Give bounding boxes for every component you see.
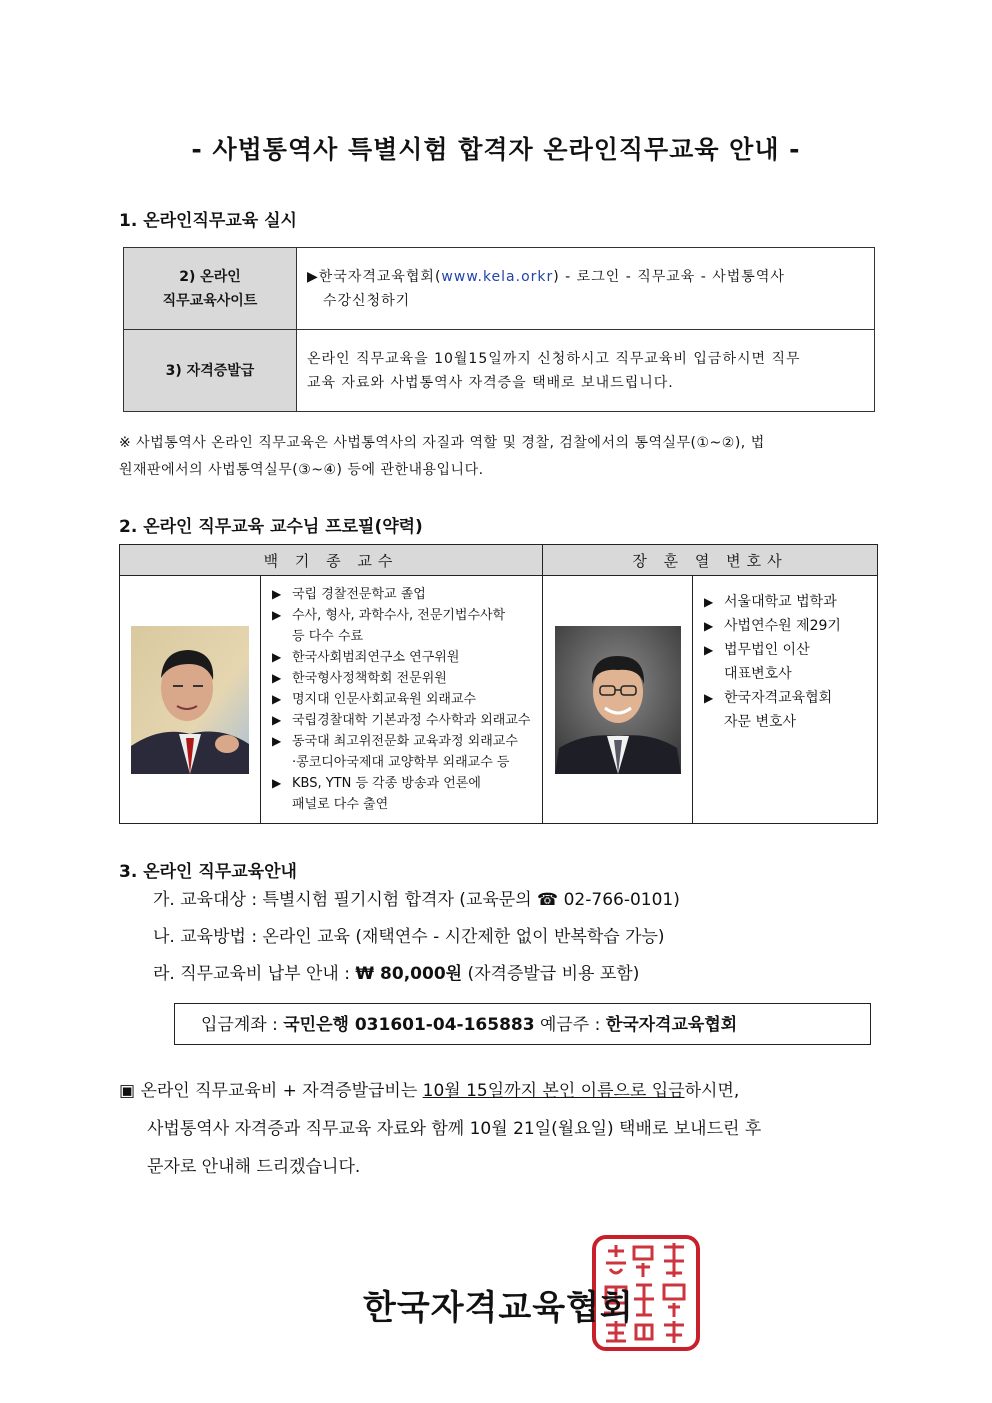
lawyer-career-item	[704, 638, 876, 686]
career-text: 법무법인 이산	[724, 642, 810, 658]
lawyer-career-cell	[693, 576, 878, 824]
career-text: 한국사회범죄연구소 연구위원	[292, 650, 460, 665]
section1-heading: 1. 온라인직무교육 실시	[119, 211, 297, 231]
lawyer-header: 장 훈 열 변호사	[543, 545, 878, 576]
account-holder-label: 예금주 :	[534, 1015, 606, 1035]
course-note	[119, 430, 877, 484]
document-title: - 사법통역사 특별시험 합격자 온라인직무교육 안내 -	[191, 135, 801, 164]
professor-career-item	[272, 773, 541, 815]
career-subtext: 등 다수 수료	[292, 629, 364, 644]
lawyer-career-list	[694, 590, 876, 734]
bullet-triangle-icon: ▶	[704, 691, 714, 705]
bullet-triangle-icon: ▶	[704, 619, 714, 633]
section2-heading: 2. 온라인 직무교육 교수님 프로필(약력)	[119, 517, 423, 537]
lawyer-career-item	[704, 614, 876, 638]
professor-photo	[131, 626, 249, 774]
instructor-profile-table	[119, 544, 878, 824]
bullet-triangle-icon: ▶	[704, 595, 714, 609]
certificate-row	[124, 330, 875, 412]
section3-heading: 3. 온라인 직무교육안내	[119, 862, 297, 882]
professor-career-item	[272, 710, 541, 731]
professor-header: 백 기 종 교수	[120, 545, 543, 576]
certificate-value-line1: 온라인 직무교육을 10월15일까지 신청하시고 직무교육비 입금하시면 직무	[307, 350, 801, 367]
career-text: KBS, YTN 등 각종 방송과 언론에	[292, 776, 481, 791]
site-value-line2: 수강신청하기	[323, 292, 411, 309]
professor-career-item	[272, 584, 541, 605]
certificate-label: 3) 자격증발급	[124, 330, 297, 412]
lawyer-career-item	[704, 686, 876, 734]
certificate-value-line2: 교육 자료와 사법통역사 자격증을 택배로 보내드립니다.	[307, 374, 674, 391]
professor-career-item	[272, 731, 541, 773]
career-subtext: 대표변호사	[724, 666, 792, 682]
career-text: 국립 경찰전문학교 졸업	[292, 587, 426, 602]
note-line2: 원재판에서의 사법통역실무(③~④) 등에 관한내용입니다.	[119, 462, 484, 478]
lawyer-photo-cell	[543, 576, 693, 824]
career-text: 동국대 최고위전문화 교육과정 외래교수	[292, 734, 518, 749]
site-value-prefix: ▶한국자격교육협회(	[307, 268, 442, 285]
professor-career-item	[272, 668, 541, 689]
career-text: 수사, 형사, 과학수사, 전문기법수사학	[292, 608, 506, 623]
fee-amount: ₩ 80,000원	[355, 964, 463, 984]
professor-career-item	[272, 605, 541, 647]
education-info-table	[123, 247, 875, 412]
education-target: 가. 교육대상 : 특별시험 필기시험 합격자 (교육문의 ☎ 02-766-0101)	[153, 890, 680, 910]
organization-name: 한국자격교육협회	[363, 1288, 634, 1328]
career-subtext: ·콩코디아국제대 교양학부 외래교수 등	[292, 755, 510, 770]
site-value	[297, 248, 875, 330]
professor-career-item	[272, 689, 541, 710]
notice-line1	[119, 1072, 879, 1110]
bank-label: 입금계좌 :	[201, 1015, 284, 1035]
certificate-value	[297, 330, 875, 412]
notice-line1-prefix: ▣ 온라인 직무교육비 + 자격증발급비는	[119, 1081, 423, 1101]
fee-label: 라. 직무교육비 납부 안내 :	[153, 964, 356, 984]
career-text: 한국자격교육협회	[724, 690, 833, 706]
bank-account-box	[174, 1003, 871, 1045]
site-label-line2: 직무교육사이트	[162, 292, 258, 309]
lawyer-career-item	[704, 590, 876, 614]
note-line1: ※ 사법통역사 온라인 직무교육은 사법통역사의 자질과 역할 및 경찰, 검찰에서의 통역실무(①~②), 법	[119, 435, 765, 451]
notice-line2: 사법통역사 자격증과 직무교육 자료와 함께 10월 21일(월요일) 택배로 보내드린 후	[147, 1119, 762, 1139]
bullet-triangle-icon: ▶	[272, 650, 282, 664]
professor-career-item	[272, 647, 541, 668]
bullet-triangle-icon: ▶	[272, 776, 282, 790]
professor-career-cell	[261, 576, 543, 824]
professor-photo-cell	[120, 576, 261, 824]
site-row	[124, 248, 875, 330]
kela-link[interactable]: www.kela.orkr	[441, 268, 554, 285]
career-text: 명지대 인문사회교육원 외래교수	[292, 692, 477, 707]
notice-deadline: 10월 15일까지 본인 이름으로 입금	[422, 1081, 685, 1101]
site-label	[124, 248, 297, 330]
lawyer-photo	[555, 626, 681, 774]
education-method: 나. 교육방법 : 온라인 교육 (재택연수 - 시간제한 없이 반복학습 가능)	[153, 927, 665, 947]
bullet-triangle-icon: ▶	[272, 692, 282, 706]
fee-note: (자격증발급 비용 포함)	[462, 964, 640, 984]
professor-career-list	[262, 584, 541, 815]
bullet-triangle-icon: ▶	[272, 671, 282, 685]
bullet-triangle-icon: ▶	[272, 734, 282, 748]
bullet-triangle-icon: ▶	[272, 713, 282, 727]
payment-notice	[119, 1072, 879, 1186]
bullet-triangle-icon: ▶	[272, 608, 282, 622]
bullet-triangle-icon: ▶	[704, 643, 714, 657]
notice-line3: 문자로 안내해 드리겠습니다.	[147, 1157, 361, 1177]
education-fee	[153, 956, 639, 993]
career-text: 서울대학교 법학과	[724, 594, 837, 610]
career-text: 사법연수원 제29기	[724, 618, 841, 634]
career-text: 국립경찰대학 기본과정 수사학과 외래교수	[292, 713, 531, 728]
career-subtext: 패널로 다수 출연	[292, 797, 389, 812]
account-holder: 한국자격교육협회	[605, 1015, 738, 1035]
career-subtext: 자문 변호사	[724, 714, 797, 730]
notice-line1-suffix: 하시면,	[684, 1081, 740, 1101]
bullet-triangle-icon: ▶	[272, 587, 282, 601]
career-text: 한국형사정책학회 전문위원	[292, 671, 447, 686]
bank-account-number: 국민은행 031601-04-165883	[283, 1015, 535, 1035]
site-label-line1: 2) 온라인	[179, 268, 241, 285]
site-value-suffix: ) - 로그인 - 직무교육 - 사법통역사	[553, 268, 785, 285]
